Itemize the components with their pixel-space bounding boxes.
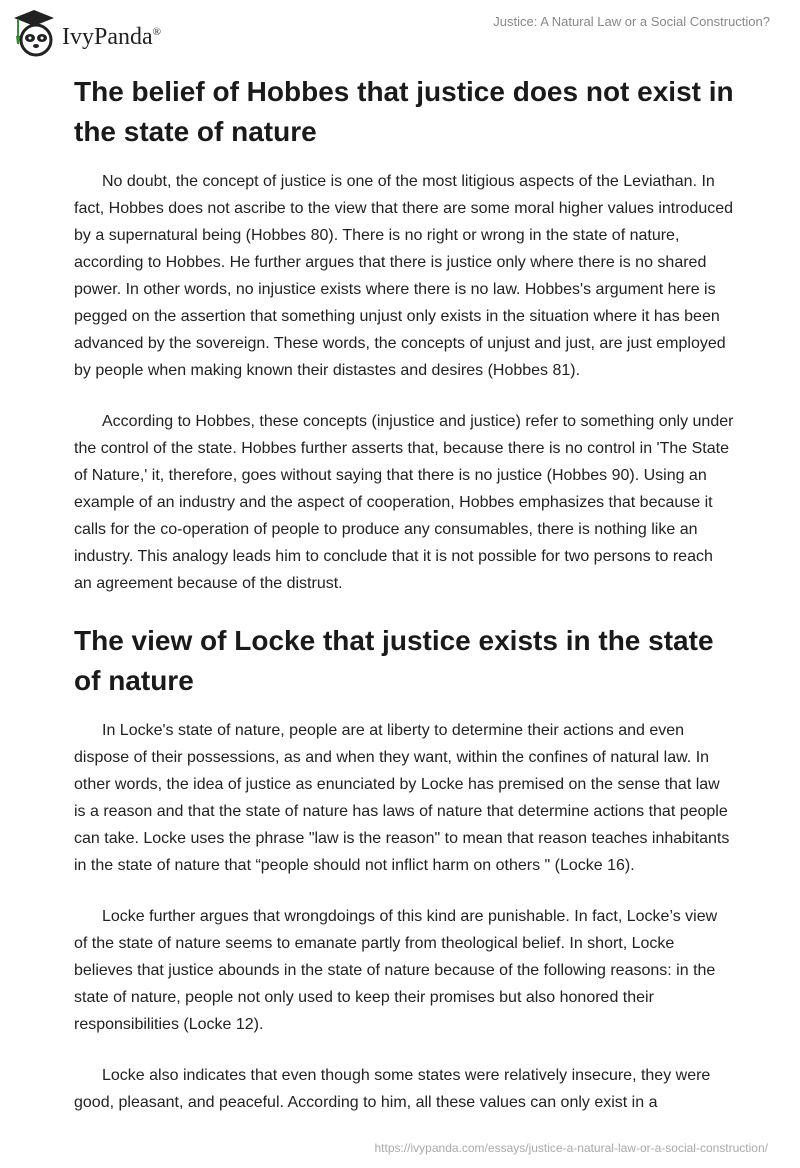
paragraph: In Locke's state of nature, people are at liberty to determine their actions and even dispose of their possessions, as and when they want, within the confines of natural law. In other words, the idea of justice as enunciated by Locke has premised on the sense that law is a reason and that the state of nature has laws of nature that determine actions that people can take. Locke uses the phrase "law is the reason" to mean that reason teaches inhabitants in the state of nature that “people should not inflict harm on others " (Locke 16). xyxy=(74,722,730,874)
section-heading: The view of Locke that justice exists in the state of nature xyxy=(74,625,714,696)
paragraph: Locke further argues that wrongdoings of this kind are punishable. In fact, Locke’s view of the state of nature seems to emanate partly from theological belief. In short, Locke believes that justice abounds in the state of nature because of the following reasons: in the state of nature, people not only used to keep their promises but also honored their responsibilities (Locke 12). xyxy=(74,908,718,1033)
paragraph: Locke also indicates that even though some states were relatively insecure, they were good, pleasant, and peaceful. According to him, all these values can only exist in a xyxy=(74,1067,711,1111)
paragraph: No doubt, the concept of justice is one of the most litigious aspects of the Leviathan. In fact, Hobbes does not ascribe to the view that there are some moral higher values introduced by a supernatural being (Hobbes 80). There is no right or wrong in the state of nature, according to Hobbes. He further argues that there is justice only where there is no shared power. In other words, no injustice exists where there is no law. Hobbes's argument here is pegged on the assertion that something unjust only exists in the situation where it has been advanced by the sovereign. These words, the concepts of unjust and just, are just employed by people when making known their distastes and desires (Hobbes 81). xyxy=(74,173,734,379)
logo-text: IvyPanda® xyxy=(62,23,162,50)
page-header xyxy=(0,0,800,66)
panda-graduate-icon xyxy=(12,8,56,58)
document-title: Justice: A Natural Law or a Social Construction? xyxy=(493,14,770,29)
source-url[interactable]: https://ivypanda.com/essays/justice-a-natural-law-or-a-social-construction/ xyxy=(374,1141,768,1155)
paragraph: According to Hobbes, these concepts (injustice and justice) refer to something only under the control of the state. Hobbes further asserts that, because there is no control in 'The State of Nature,' it, therefore, goes without saying that there is no justice (Hobbes 90). Using an example of an industry and the aspect of cooperation, Hobbes emphasizes that because it calls for the co-operation of people to produce any consumables, there is nothing like an industry. This analogy leads him to conclude that it is not possible for two persons to reach an agreement because of the distrust. xyxy=(74,413,734,592)
ivypanda-logo[interactable] xyxy=(12,8,161,58)
essay-content xyxy=(74,72,734,1116)
section-heading: The belief of Hobbes that justice does not exist in the state of nature xyxy=(74,76,734,147)
